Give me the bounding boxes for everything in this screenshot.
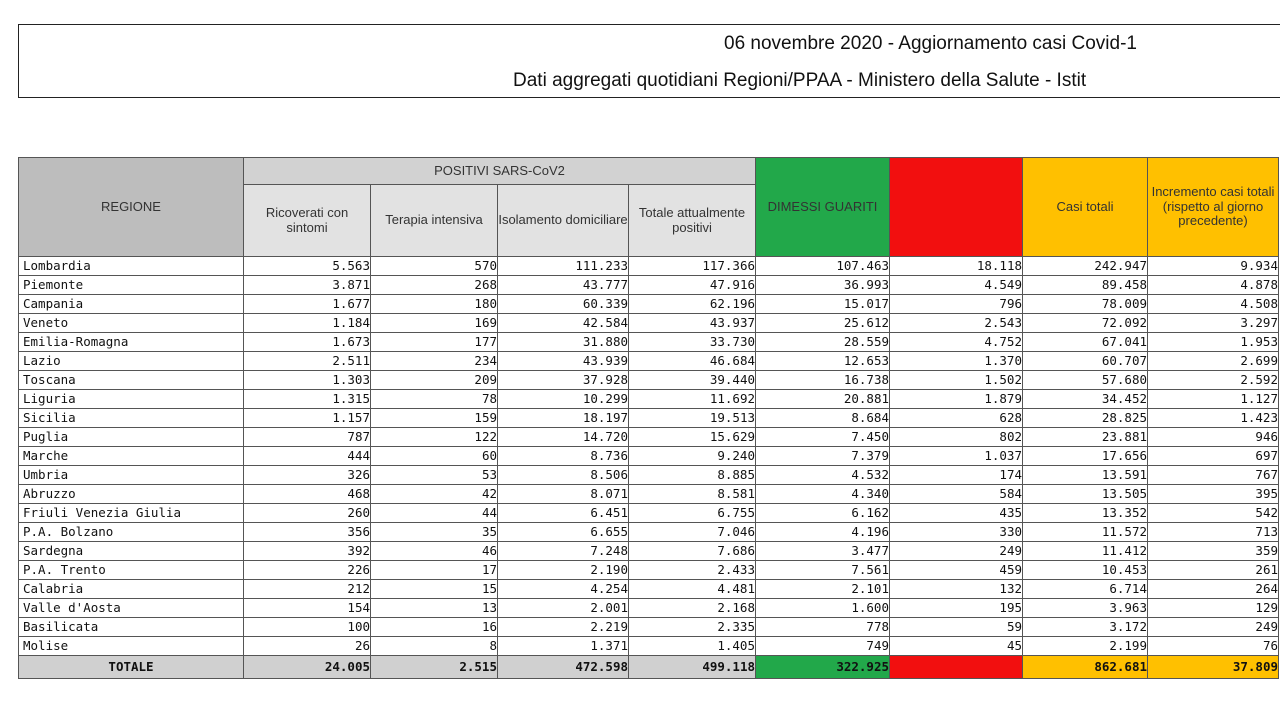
cell-totale: 117.366 xyxy=(629,257,756,276)
total-totale: 499.118 xyxy=(629,656,756,679)
cell-regione: Liguria xyxy=(19,390,244,409)
cell-deceduti: 1.502 xyxy=(890,371,1023,390)
cell-casi: 78.009 xyxy=(1023,295,1148,314)
cell-deceduti: 584 xyxy=(890,485,1023,504)
cell-totale: 19.513 xyxy=(629,409,756,428)
cell-totale: 6.755 xyxy=(629,504,756,523)
cell-casi: 3.963 xyxy=(1023,599,1148,618)
cell-ricoverati: 154 xyxy=(244,599,371,618)
header-terapia-intensiva: Terapia intensiva xyxy=(371,185,498,257)
cell-regione: Piemonte xyxy=(19,276,244,295)
table-row xyxy=(19,523,1279,542)
cell-casi: 28.825 xyxy=(1023,409,1148,428)
table-row xyxy=(19,314,1279,333)
header-regione: REGIONE xyxy=(19,158,244,257)
cell-ricoverati: 1.315 xyxy=(244,390,371,409)
total-incremento: 37.809 xyxy=(1148,656,1279,679)
table-body xyxy=(19,257,1279,679)
cell-deceduti: 4.549 xyxy=(890,276,1023,295)
cell-regione: Lombardia xyxy=(19,257,244,276)
cell-terapia: 177 xyxy=(371,333,498,352)
cell-dimessi: 36.993 xyxy=(756,276,890,295)
total-casi: 862.681 xyxy=(1023,656,1148,679)
cell-dimessi: 6.162 xyxy=(756,504,890,523)
cell-terapia: 17 xyxy=(371,561,498,580)
header-dimessi-guariti: DIMESSI GUARITI xyxy=(756,158,890,257)
cell-incremento: 946 xyxy=(1148,428,1279,447)
cell-incremento: 264 xyxy=(1148,580,1279,599)
table-row xyxy=(19,352,1279,371)
cell-ricoverati: 1.673 xyxy=(244,333,371,352)
table-row xyxy=(19,504,1279,523)
cell-casi: 13.352 xyxy=(1023,504,1148,523)
cell-regione: Marche xyxy=(19,447,244,466)
cell-isolamento: 31.880 xyxy=(498,333,629,352)
cell-terapia: 209 xyxy=(371,371,498,390)
cell-dimessi: 12.653 xyxy=(756,352,890,371)
cell-deceduti: 45 xyxy=(890,637,1023,656)
cell-casi: 67.041 xyxy=(1023,333,1148,352)
cell-incremento: 1.953 xyxy=(1148,333,1279,352)
cell-totale: 7.046 xyxy=(629,523,756,542)
cell-ricoverati: 787 xyxy=(244,428,371,447)
cell-casi: 23.881 xyxy=(1023,428,1148,447)
cell-terapia: 8 xyxy=(371,637,498,656)
cell-dimessi: 7.450 xyxy=(756,428,890,447)
cell-regione: Veneto xyxy=(19,314,244,333)
cell-deceduti: 4.752 xyxy=(890,333,1023,352)
cell-regione: Basilicata xyxy=(19,618,244,637)
cell-isolamento: 60.339 xyxy=(498,295,629,314)
cell-totale: 33.730 xyxy=(629,333,756,352)
table-row xyxy=(19,542,1279,561)
cell-ricoverati: 5.563 xyxy=(244,257,371,276)
cell-casi: 6.714 xyxy=(1023,580,1148,599)
cell-isolamento: 14.720 xyxy=(498,428,629,447)
cell-dimessi: 16.738 xyxy=(756,371,890,390)
cell-ricoverati: 1.157 xyxy=(244,409,371,428)
cell-totale: 2.168 xyxy=(629,599,756,618)
table-row xyxy=(19,371,1279,390)
cell-ricoverati: 468 xyxy=(244,485,371,504)
cell-terapia: 13 xyxy=(371,599,498,618)
table-row xyxy=(19,618,1279,637)
cell-isolamento: 8.071 xyxy=(498,485,629,504)
cell-isolamento: 4.254 xyxy=(498,580,629,599)
cell-terapia: 159 xyxy=(371,409,498,428)
cell-deceduti: 330 xyxy=(890,523,1023,542)
cell-dimessi: 8.684 xyxy=(756,409,890,428)
cell-ricoverati: 3.871 xyxy=(244,276,371,295)
cell-ricoverati: 212 xyxy=(244,580,371,599)
cell-regione: Calabria xyxy=(19,580,244,599)
cell-dimessi: 778 xyxy=(756,618,890,637)
cell-deceduti: 1.370 xyxy=(890,352,1023,371)
cell-deceduti: 174 xyxy=(890,466,1023,485)
cell-terapia: 570 xyxy=(371,257,498,276)
cell-totale: 7.686 xyxy=(629,542,756,561)
cell-isolamento: 43.939 xyxy=(498,352,629,371)
cell-isolamento: 6.655 xyxy=(498,523,629,542)
cell-dimessi: 7.561 xyxy=(756,561,890,580)
cell-casi: 72.092 xyxy=(1023,314,1148,333)
cell-totale: 2.433 xyxy=(629,561,756,580)
header-positivi-group: POSITIVI SARS-CoV2 xyxy=(244,158,756,185)
table-row xyxy=(19,428,1279,447)
cell-dimessi: 28.559 xyxy=(756,333,890,352)
cell-incremento: 2.592 xyxy=(1148,371,1279,390)
cell-totale: 46.684 xyxy=(629,352,756,371)
table-row xyxy=(19,390,1279,409)
cell-terapia: 46 xyxy=(371,542,498,561)
cell-dimessi: 2.101 xyxy=(756,580,890,599)
cell-casi: 13.591 xyxy=(1023,466,1148,485)
header-casi-totali: Casi totali xyxy=(1023,158,1148,257)
header-incremento: Incremento casi totali (rispetto al giorno precedente) xyxy=(1148,158,1279,257)
cell-totale: 4.481 xyxy=(629,580,756,599)
cell-deceduti: 796 xyxy=(890,295,1023,314)
cell-totale: 43.937 xyxy=(629,314,756,333)
cell-regione: Sardegna xyxy=(19,542,244,561)
cell-ricoverati: 26 xyxy=(244,637,371,656)
cell-deceduti: 802 xyxy=(890,428,1023,447)
header-totale-positivi: Totale attualmente positivi xyxy=(629,185,756,257)
cell-totale: 39.440 xyxy=(629,371,756,390)
cell-casi: 3.172 xyxy=(1023,618,1148,637)
cell-ricoverati: 100 xyxy=(244,618,371,637)
cell-deceduti: 249 xyxy=(890,542,1023,561)
cell-dimessi: 20.881 xyxy=(756,390,890,409)
cell-incremento: 1.127 xyxy=(1148,390,1279,409)
cell-totale: 1.405 xyxy=(629,637,756,656)
table-row xyxy=(19,333,1279,352)
cell-casi: 34.452 xyxy=(1023,390,1148,409)
cell-regione: Lazio xyxy=(19,352,244,371)
cell-deceduti: 1.037 xyxy=(890,447,1023,466)
cell-ricoverati: 260 xyxy=(244,504,371,523)
cell-dimessi: 4.196 xyxy=(756,523,890,542)
cell-totale: 8.581 xyxy=(629,485,756,504)
cell-regione: Sicilia xyxy=(19,409,244,428)
cell-totale: 15.629 xyxy=(629,428,756,447)
cell-casi: 13.505 xyxy=(1023,485,1148,504)
cell-totale: 9.240 xyxy=(629,447,756,466)
cell-isolamento: 18.197 xyxy=(498,409,629,428)
cell-deceduti: 59 xyxy=(890,618,1023,637)
cell-isolamento: 2.001 xyxy=(498,599,629,618)
cell-casi: 10.453 xyxy=(1023,561,1148,580)
cell-dimessi: 3.477 xyxy=(756,542,890,561)
cell-regione: Umbria xyxy=(19,466,244,485)
cell-isolamento: 6.451 xyxy=(498,504,629,523)
cell-ricoverati: 2.511 xyxy=(244,352,371,371)
cell-ricoverati: 226 xyxy=(244,561,371,580)
table-row xyxy=(19,561,1279,580)
header-isolamento: Isolamento domiciliare xyxy=(498,185,629,257)
cell-regione: Emilia-Romagna xyxy=(19,333,244,352)
cell-isolamento: 8.506 xyxy=(498,466,629,485)
cell-incremento: 3.297 xyxy=(1148,314,1279,333)
cell-isolamento: 8.736 xyxy=(498,447,629,466)
cell-terapia: 268 xyxy=(371,276,498,295)
cell-isolamento: 43.777 xyxy=(498,276,629,295)
cell-isolamento: 1.371 xyxy=(498,637,629,656)
cell-incremento: 261 xyxy=(1148,561,1279,580)
cell-ricoverati: 1.184 xyxy=(244,314,371,333)
cell-regione: Toscana xyxy=(19,371,244,390)
cell-deceduti: 2.543 xyxy=(890,314,1023,333)
cell-ricoverati: 356 xyxy=(244,523,371,542)
table-row xyxy=(19,409,1279,428)
cell-regione: Abruzzo xyxy=(19,485,244,504)
cell-incremento: 542 xyxy=(1148,504,1279,523)
cell-casi: 11.412 xyxy=(1023,542,1148,561)
cell-deceduti: 132 xyxy=(890,580,1023,599)
cell-isolamento: 111.233 xyxy=(498,257,629,276)
cell-regione: P.A. Trento xyxy=(19,561,244,580)
cell-deceduti: 435 xyxy=(890,504,1023,523)
cell-totale: 2.335 xyxy=(629,618,756,637)
cell-terapia: 44 xyxy=(371,504,498,523)
cell-ricoverati: 326 xyxy=(244,466,371,485)
total-terapia: 2.515 xyxy=(371,656,498,679)
cell-ricoverati: 392 xyxy=(244,542,371,561)
header-deceduti xyxy=(890,158,1023,257)
cell-dimessi: 1.600 xyxy=(756,599,890,618)
total-isolamento: 472.598 xyxy=(498,656,629,679)
cell-regione: Molise xyxy=(19,637,244,656)
cell-incremento: 4.508 xyxy=(1148,295,1279,314)
cell-regione: Campania xyxy=(19,295,244,314)
cell-regione: Puglia xyxy=(19,428,244,447)
cell-dimessi: 749 xyxy=(756,637,890,656)
table-row xyxy=(19,257,1279,276)
cell-terapia: 180 xyxy=(371,295,498,314)
cell-terapia: 35 xyxy=(371,523,498,542)
cell-ricoverati: 1.303 xyxy=(244,371,371,390)
cell-isolamento: 10.299 xyxy=(498,390,629,409)
table-row xyxy=(19,466,1279,485)
cell-terapia: 234 xyxy=(371,352,498,371)
cell-deceduti: 18.118 xyxy=(890,257,1023,276)
cell-isolamento: 7.248 xyxy=(498,542,629,561)
cell-ricoverati: 444 xyxy=(244,447,371,466)
cell-dimessi: 107.463 xyxy=(756,257,890,276)
header-subtitle: Dati aggregati quotidiani Regioni/PPAA - Ministero della Salute - Istit xyxy=(513,70,1087,91)
cell-terapia: 60 xyxy=(371,447,498,466)
cell-terapia: 16 xyxy=(371,618,498,637)
cell-incremento: 2.699 xyxy=(1148,352,1279,371)
cell-casi: 2.199 xyxy=(1023,637,1148,656)
cell-incremento: 697 xyxy=(1148,447,1279,466)
cell-isolamento: 37.928 xyxy=(498,371,629,390)
cell-incremento: 395 xyxy=(1148,485,1279,504)
table-row xyxy=(19,295,1279,314)
table-row xyxy=(19,637,1279,656)
cell-totale: 11.692 xyxy=(629,390,756,409)
cell-deceduti: 1.879 xyxy=(890,390,1023,409)
cell-totale: 8.885 xyxy=(629,466,756,485)
table-row xyxy=(19,599,1279,618)
cell-incremento: 1.423 xyxy=(1148,409,1279,428)
cell-dimessi: 15.017 xyxy=(756,295,890,314)
cell-deceduti: 628 xyxy=(890,409,1023,428)
cell-terapia: 122 xyxy=(371,428,498,447)
cell-incremento: 4.878 xyxy=(1148,276,1279,295)
cell-dimessi: 7.379 xyxy=(756,447,890,466)
cell-isolamento: 42.584 xyxy=(498,314,629,333)
cell-casi: 242.947 xyxy=(1023,257,1148,276)
cell-regione: P.A. Bolzano xyxy=(19,523,244,542)
cell-totale: 47.916 xyxy=(629,276,756,295)
table-row xyxy=(19,485,1279,504)
cell-totale: 62.196 xyxy=(629,295,756,314)
total-dimessi: 322.925 xyxy=(756,656,890,679)
cell-incremento: 713 xyxy=(1148,523,1279,542)
cell-terapia: 15 xyxy=(371,580,498,599)
cell-casi: 57.680 xyxy=(1023,371,1148,390)
cell-ricoverati: 1.677 xyxy=(244,295,371,314)
table-row xyxy=(19,276,1279,295)
header-title: 06 novembre 2020 - Aggiornamento casi Covid-1 xyxy=(724,33,1137,54)
table-row xyxy=(19,580,1279,599)
cell-regione: Friuli Venezia Giulia xyxy=(19,504,244,523)
cell-terapia: 169 xyxy=(371,314,498,333)
cell-incremento: 249 xyxy=(1148,618,1279,637)
total-ricoverati: 24.005 xyxy=(244,656,371,679)
cell-casi: 89.458 xyxy=(1023,276,1148,295)
cell-isolamento: 2.190 xyxy=(498,561,629,580)
cell-casi: 11.572 xyxy=(1023,523,1148,542)
cell-dimessi: 4.340 xyxy=(756,485,890,504)
cell-dimessi: 4.532 xyxy=(756,466,890,485)
table-total-row xyxy=(19,656,1279,679)
cell-terapia: 78 xyxy=(371,390,498,409)
covid-data-table xyxy=(18,157,1279,679)
cell-regione: Valle d'Aosta xyxy=(19,599,244,618)
cell-terapia: 42 xyxy=(371,485,498,504)
cell-incremento: 9.934 xyxy=(1148,257,1279,276)
header-ricoverati: Ricoverati con sintomi xyxy=(244,185,371,257)
cell-incremento: 76 xyxy=(1148,637,1279,656)
cell-casi: 60.707 xyxy=(1023,352,1148,371)
cell-incremento: 767 xyxy=(1148,466,1279,485)
cell-isolamento: 2.219 xyxy=(498,618,629,637)
cell-terapia: 53 xyxy=(371,466,498,485)
cell-casi: 17.656 xyxy=(1023,447,1148,466)
cell-dimessi: 25.612 xyxy=(756,314,890,333)
total-deceduti xyxy=(890,656,1023,679)
total-regione: TOTALE xyxy=(19,656,244,679)
cell-incremento: 129 xyxy=(1148,599,1279,618)
cell-deceduti: 195 xyxy=(890,599,1023,618)
cell-deceduti: 459 xyxy=(890,561,1023,580)
table-row xyxy=(19,447,1279,466)
cell-incremento: 359 xyxy=(1148,542,1279,561)
